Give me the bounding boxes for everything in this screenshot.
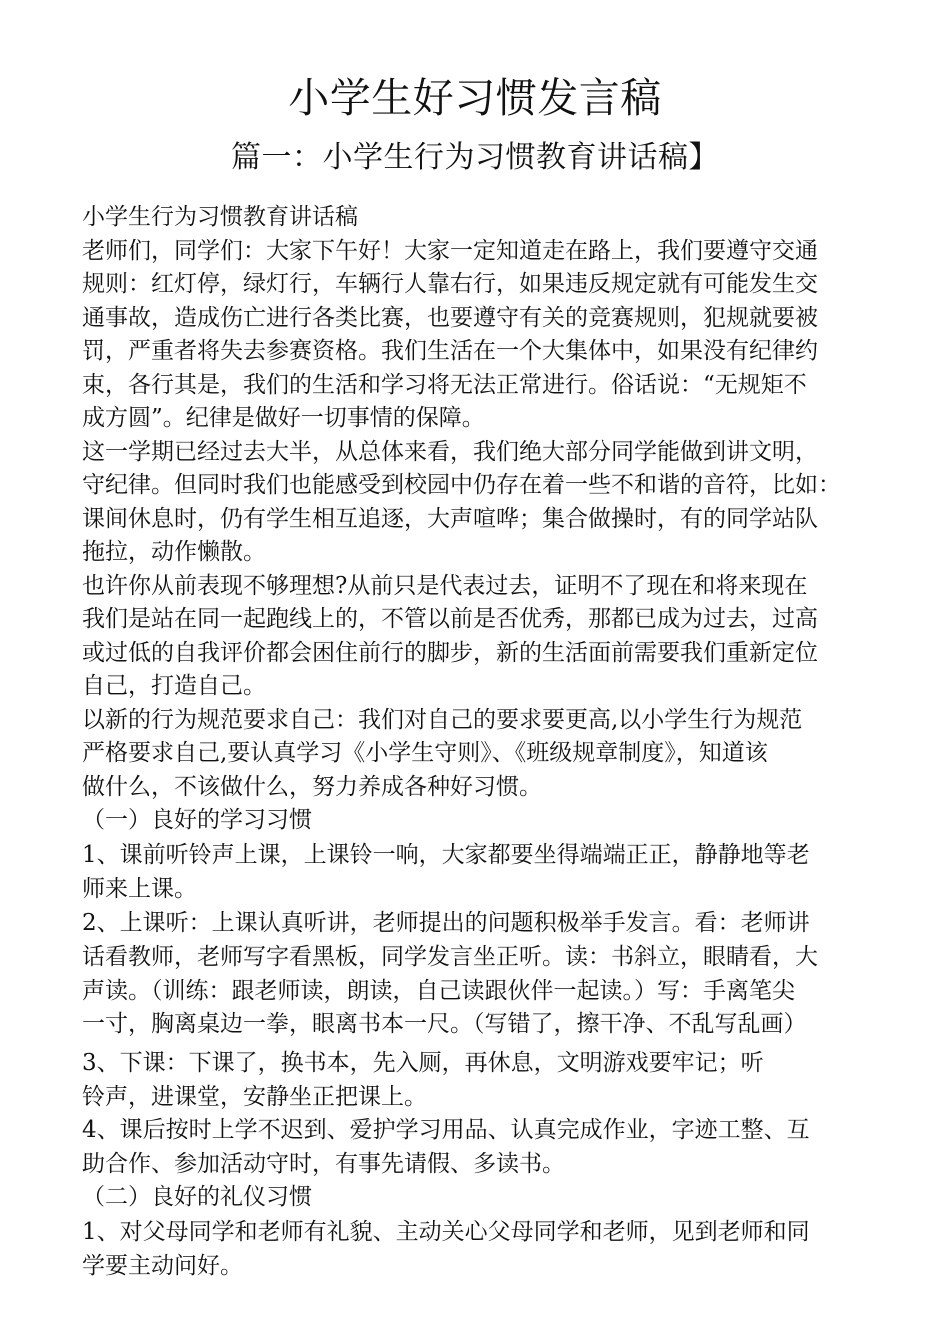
text-line: 这一学期已经过去大半，从总体来看，我们绝大部分同学能做到讲文明， <box>82 438 818 465</box>
text-line: 铃声，进课堂，安静坐正把课上。 <box>82 1083 427 1110</box>
text-line: 老师们，同学们：大家下午好！大家一定知道走在路上，我们要遵守交通 <box>82 237 818 264</box>
text-line: 守纪律。但同时我们也能感受到校园中仍存在着一些不和谐的音符，比如： <box>82 472 841 498</box>
text-line: 课间休息时，仍有学生相互追逐，大声喧哗；集合做操时，有的同学站队 <box>82 505 818 532</box>
document-body <box>82 201 894 1283</box>
text-line: 做什么，不该做什么，努力养成各种好习惯。 <box>82 773 542 800</box>
section-heading: （二）良好的礼仪习惯 <box>82 1184 312 1210</box>
text-line: 一寸，胸离桌边一拳，眼离书本一尺。（写错了，擦干净、不乱写乱画） <box>82 1011 807 1037</box>
text-line: 以新的行为规范要求自己：我们对自己的要求要更高,以小学生行为规范 <box>82 706 803 733</box>
text-line: 罚，严重者将失去参赛资格。我们生活在一个大集体中，如果没有纪律约 <box>82 338 818 364</box>
text-line: 话看教师，老师写字看黑板，同学发言坐正听。读：书斜立，眼睛看，大 <box>82 944 818 970</box>
text-line: 2、上课听：上课认真听讲，老师提出的问题积极举手发言。看：老师讲 <box>82 910 810 936</box>
document-subtitle: 篇一：小学生行为习惯教育讲话稿】 <box>231 140 719 175</box>
text-line: 声读。（训练：跟老师读，朗读，自己读跟伙伴一起读。）写：手离笔尖 <box>82 977 795 1004</box>
text-line: 也许你从前表现不够理想?从前只是代表过去，证明不了现在和将来现在 <box>82 572 808 599</box>
text-line: 拖拉，动作懒散。 <box>82 539 266 565</box>
text-line: 规则：红灯停，绿灯行，车辆行人靠右行，如果违反规定就有可能发生交 <box>82 271 818 297</box>
text-line: 学要主动问好。 <box>82 1252 243 1279</box>
text-line: 小学生行为习惯教育讲话稿 <box>82 204 358 230</box>
document-title: 小学生好习惯发言稿 <box>288 74 662 122</box>
text-line: 3、下课：下课了，换书本，先入厕，再休息，文明游戏要牢记；听 <box>82 1049 764 1076</box>
text-line: 1、对父母同学和老师有礼貌、主动关心父母同学和老师，见到老师和同 <box>82 1218 810 1245</box>
text-line: 严格要求自己,要认真学习《小学生守则》、《班级规章制度》，知道该 <box>82 740 768 766</box>
text-line: 4、课后按时上学不迟到、爱护学习用品、认真完成作业，字迹工整、互 <box>82 1117 810 1143</box>
text-line: 束，各行其是，我们的生活和学习将无法正常进行。俗话说：“无规矩不 <box>82 371 807 398</box>
text-line: 师来上课。 <box>82 875 197 902</box>
text-line: 助合作、参加活动守时，有事先请假、多读书。 <box>82 1150 565 1177</box>
text-line: 我们是站在同一起跑线上的，不管以前是否优秀，那都已成为过去，过高 <box>82 606 818 632</box>
text-line: 成方圆”。纪律是做好一切事情的保障。 <box>82 405 485 431</box>
text-line: 1、课前听铃声上课，上课铃一响，大家都要坐得端端正正，静静地等老 <box>82 841 810 868</box>
text-line: 自己，打造自己。 <box>82 673 266 699</box>
text-line: 或过低的自我评价都会困住前行的脚步，新的生活面前需要我们重新定位 <box>82 639 818 666</box>
text-line: 通事故，造成伤亡进行各类比赛，也要遵守有关的竞赛规则，犯规就要被 <box>82 304 818 331</box>
section-heading: （一）良好的学习习惯 <box>82 807 312 833</box>
